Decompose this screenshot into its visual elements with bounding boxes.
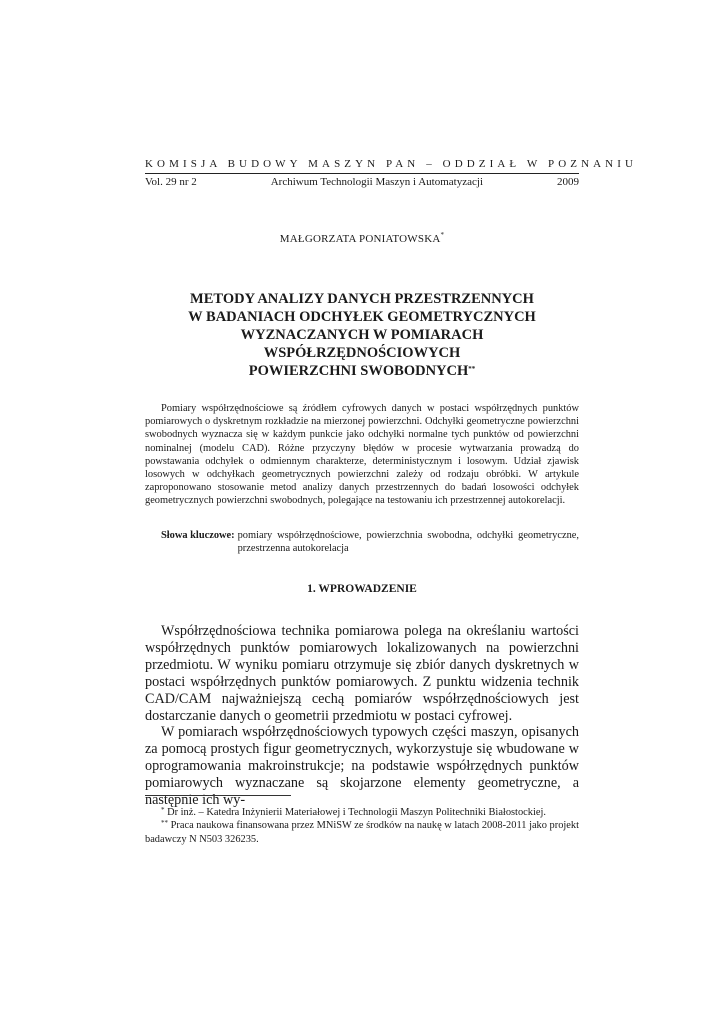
author-name: [145, 233, 579, 245]
footnote-rule: [145, 795, 291, 796]
footnote-1-text: Dr inż. – Katedra Inżynierii Materiałowej i Technologii Maszyn Politechniki Białostockiej.: [167, 807, 546, 818]
title-footnote-mark: **: [468, 365, 476, 373]
body-paragraph-2: W pomiarach współrzędnościowych typowych części maszyn, opisanych za pomocą prostych figur geometrycznych, wykorzystuje się wbudowane w oprogramowania makroinstrukcje; na podstawie współrzędnych punktów pomiarowych wyznaczane są skojarzone elementy geometryczne, a następnie ich wy-: [145, 724, 579, 809]
series-title: Archiwum Technologii Maszyn i Automatyzacji: [270, 176, 483, 188]
volume-number: Vol. 29 nr 2: [145, 176, 197, 188]
keywords-text: pomiary współrzędnościowe, powierzchnia swobodna, odchyłki geometryczne, przestrzenna autokorelacja: [237, 530, 579, 555]
body-paragraph-1: Współrzędnościowa technika pomiarowa polega na określaniu wartości współrzędnych punktów pomiarowych lokalizowanych na powierzchni przedmiotu. W wyniku pomiaru otrzymuje się zbiór danych dyskretnych w postaci współrzędnych punktów pomiarowych. Z punktu widzenia technik CAD/CAM najważniejszą cechą pomiarów współrzędnościowych jest dostarczanie danych o geometrii przedmiotu w postaci cyfrowej.: [145, 623, 579, 724]
paper-title: [145, 290, 579, 380]
footnote-1: [145, 806, 579, 819]
title-line-4-text: POWIERZCHNI SWOBODNYCH: [248, 363, 469, 379]
body-text: [145, 623, 579, 809]
publication-year: 2009: [556, 176, 579, 188]
author-footnote-mark: *: [440, 231, 445, 239]
footnotes: [145, 806, 579, 846]
keywords: [161, 529, 579, 555]
footnote-2: [145, 819, 579, 846]
section-heading: 1. WPROWADZENIE: [307, 583, 417, 595]
author-name-text: MAŁGORZATA PONIATOWSKA: [279, 233, 441, 245]
title-line-4: [145, 362, 579, 380]
journal-subheader: [145, 176, 579, 188]
footnote-2-text: Praca naukowa finansowana przez MNiSW ze środków na naukę w latach 2008-2011 jako projekt badawczy N N503 326235.: [145, 820, 579, 845]
footnote-1-mark: *: [161, 806, 165, 814]
footnote-2-mark: **: [161, 819, 168, 828]
header-rule: [145, 173, 579, 174]
journal-name: KOMISJA BUDOWY MASZYN PAN – ODDZIAŁ W POZNANIU: [145, 158, 638, 170]
title-line-2: W BADANIACH ODCHYŁEK GEOMETRYCZNYCH: [188, 309, 536, 325]
keywords-label: Słowa kluczowe:: [161, 530, 235, 541]
title-line-1: METODY ANALIZY DANYCH PRZESTRZENNYCH: [190, 291, 534, 307]
title-line-3: WYZNACZANYCH W POMIARACH WSPÓŁRZĘDNOŚCIOWYCH: [240, 327, 484, 361]
abstract: Pomiary współrzędnościowe są źródłem cyfrowych danych w postaci współrzędnych punktów pomiarowych o dyskretnym rozkładzie na mierzonej powierzchni. Odchyłki geometryczne powierzchni swobodnych wyznacza się w każdym punkcie jako odchyłki normalne tych punktów od powierzchni nominalnej (modelu CAD). Różne przyczyny błędów w procesie wytwarzania prowadzą do powstawania odchyłek o odmiennym charakterze, deterministycznym i losowym. Udział zjawisk losowych w odchyłkach geometrycznych powierzchni zależy od rodzaju obróbki. W artykule zaproponowano stosowanie metod analizy danych przestrzennych do badań losowości odchyłek geometrycznych powierzchni swobodnych, polegające na testowaniu ich przestrzennej autokorelacji.: [145, 403, 579, 507]
